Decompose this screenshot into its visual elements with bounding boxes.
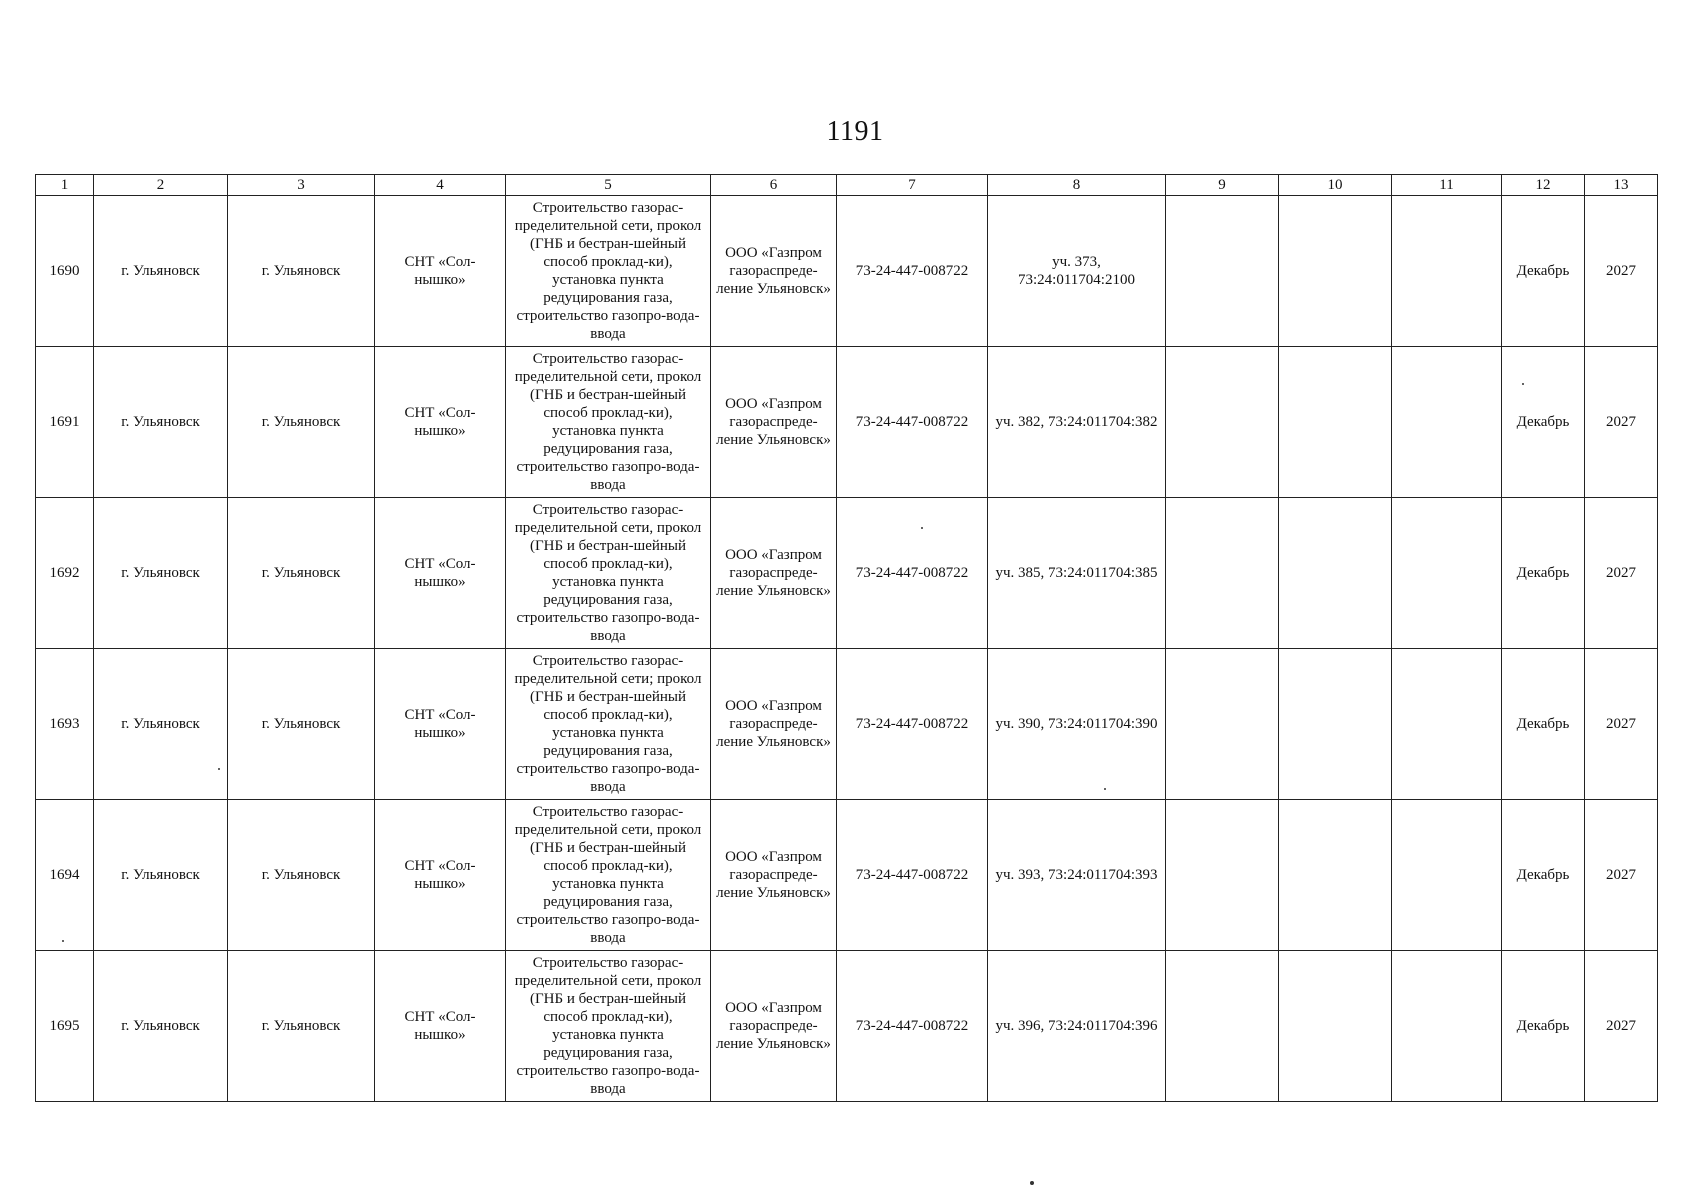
plot-cell: уч. 393, 73:24:011704:393 <box>988 800 1166 951</box>
organization-cell: ООО «Газпром газораспреде-ление Ульяновск» <box>711 951 837 1102</box>
work-description-cell: Строительство газорас-пределительной сети, прокол (ГНБ и бестран-шейный способ проклад-ки), установка пункта редуцирования газа, строительство газопро-вода-ввода <box>506 498 711 649</box>
plot-cell: уч. 373, 73:24:011704:2100 <box>988 196 1166 347</box>
object-cell: СНТ «Сол-нышко» <box>375 196 506 347</box>
scan-speck <box>218 768 220 770</box>
work-description-cell: Строительство газорас-пределительной сети, прокол (ГНБ и бестран-шейный способ проклад-ки), установка пункта редуцирования газа, строительство газопро-вода-ввода <box>506 951 711 1102</box>
work-description-cell: Строительство газорас-пределительной сети, прокол (ГНБ и бестран-шейный способ проклад-ки), установка пункта редуцирования газа, строительство газопро-вода-ввода <box>506 800 711 951</box>
column-header: 10 <box>1279 175 1392 196</box>
work-description-cell: Строительство газорас-пределительной сети; прокол (ГНБ и бестран-шейный способ проклад-ки), установка пункта редуцирования газа, строительство газопро-вода-ввода <box>506 649 711 800</box>
scan-speck <box>1030 1181 1034 1185</box>
column-11-cell <box>1392 196 1502 347</box>
column-9-cell <box>1166 951 1279 1102</box>
registry-table <box>35 174 1658 1102</box>
city-cell: г. Ульяновск <box>94 498 228 649</box>
column-header: 11 <box>1392 175 1502 196</box>
object-cell: СНТ «Сол-нышко» <box>375 951 506 1102</box>
column-10-cell <box>1279 649 1392 800</box>
column-9-cell <box>1166 196 1279 347</box>
column-header: 7 <box>837 175 988 196</box>
column-9-cell <box>1166 649 1279 800</box>
code-cell: 73-24-447-008722 <box>837 951 988 1102</box>
column-10-cell <box>1279 347 1392 498</box>
column-header: 2 <box>94 175 228 196</box>
column-number-row <box>36 175 1658 196</box>
code-cell: 73-24-447-008722 <box>837 347 988 498</box>
year-cell: 2027 <box>1585 800 1658 951</box>
city-cell: г. Ульяновск <box>94 196 228 347</box>
column-header: 6 <box>711 175 837 196</box>
scan-speck <box>1522 383 1524 385</box>
column-11-cell <box>1392 649 1502 800</box>
organization-cell: ООО «Газпром газораспреде-ление Ульяновск» <box>711 347 837 498</box>
locality-cell: г. Ульяновск <box>228 347 375 498</box>
column-header: 3 <box>228 175 375 196</box>
column-header: 1 <box>36 175 94 196</box>
table-row <box>36 196 1658 347</box>
table-row <box>36 800 1658 951</box>
year-cell: 2027 <box>1585 951 1658 1102</box>
month-cell: Декабрь <box>1502 649 1585 800</box>
scan-speck <box>1104 788 1106 790</box>
plot-cell: уч. 390, 73:24:011704:390 <box>988 649 1166 800</box>
column-10-cell <box>1279 800 1392 951</box>
plot-cell: уч. 396, 73:24:011704:396 <box>988 951 1166 1102</box>
column-header: 8 <box>988 175 1166 196</box>
city-cell: г. Ульяновск <box>94 347 228 498</box>
plot-cell: уч. 382, 73:24:011704:382 <box>988 347 1166 498</box>
code-cell: 73-24-447-008722 <box>837 498 988 649</box>
object-cell: СНТ «Сол-нышко» <box>375 800 506 951</box>
object-cell: СНТ «Сол-нышко» <box>375 498 506 649</box>
organization-cell: ООО «Газпром газораспреде-ление Ульяновск» <box>711 498 837 649</box>
year-cell: 2027 <box>1585 196 1658 347</box>
year-cell: 2027 <box>1585 498 1658 649</box>
column-10-cell <box>1279 196 1392 347</box>
scan-speck <box>921 527 923 529</box>
column-header: 12 <box>1502 175 1585 196</box>
row-number: 1692 <box>36 498 94 649</box>
column-9-cell <box>1166 800 1279 951</box>
month-cell: Декабрь <box>1502 347 1585 498</box>
code-cell: 73-24-447-008722 <box>837 196 988 347</box>
month-cell: Декабрь <box>1502 951 1585 1102</box>
row-number: 1694 <box>36 800 94 951</box>
table-row <box>36 498 1658 649</box>
column-9-cell <box>1166 347 1279 498</box>
locality-cell: г. Ульяновск <box>228 196 375 347</box>
column-header: 4 <box>375 175 506 196</box>
locality-cell: г. Ульяновск <box>228 649 375 800</box>
table-row <box>36 347 1658 498</box>
object-cell: СНТ «Сол-нышко» <box>375 347 506 498</box>
column-9-cell <box>1166 498 1279 649</box>
page-number: 1191 <box>826 116 884 147</box>
code-cell: 73-24-447-008722 <box>837 800 988 951</box>
year-cell: 2027 <box>1585 347 1658 498</box>
month-cell: Декабрь <box>1502 196 1585 347</box>
work-description-cell: Строительство газорас-пределительной сети, прокол (ГНБ и бестран-шейный способ проклад-ки), установка пункта редуцирования газа, строительство газопро-вода-ввода <box>506 196 711 347</box>
row-number: 1695 <box>36 951 94 1102</box>
city-cell: г. Ульяновск <box>94 951 228 1102</box>
organization-cell: ООО «Газпром газораспреде-ление Ульяновск» <box>711 800 837 951</box>
column-header: 13 <box>1585 175 1658 196</box>
column-11-cell <box>1392 951 1502 1102</box>
table-row <box>36 951 1658 1102</box>
year-cell: 2027 <box>1585 649 1658 800</box>
table-row <box>36 649 1658 800</box>
code-cell: 73-24-447-008722 <box>837 649 988 800</box>
month-cell: Декабрь <box>1502 498 1585 649</box>
city-cell: г. Ульяновск <box>94 800 228 951</box>
month-cell: Декабрь <box>1502 800 1585 951</box>
row-number: 1690 <box>36 196 94 347</box>
organization-cell: ООО «Газпром газораспреде-ление Ульяновск» <box>711 196 837 347</box>
column-10-cell <box>1279 498 1392 649</box>
column-10-cell <box>1279 951 1392 1102</box>
object-cell: СНТ «Сол-нышко» <box>375 649 506 800</box>
organization-cell: ООО «Газпром газораспреде-ление Ульяновск» <box>711 649 837 800</box>
plot-cell: уч. 385, 73:24:011704:385 <box>988 498 1166 649</box>
scan-speck <box>62 940 64 942</box>
row-number: 1691 <box>36 347 94 498</box>
work-description-cell: Строительство газорас-пределительной сети, прокол (ГНБ и бестран-шейный способ проклад-ки), установка пункта редуцирования газа, строительство газопро-вода-ввода <box>506 347 711 498</box>
column-11-cell <box>1392 347 1502 498</box>
city-cell: г. Ульяновск <box>94 649 228 800</box>
locality-cell: г. Ульяновск <box>228 498 375 649</box>
row-number: 1693 <box>36 649 94 800</box>
column-11-cell <box>1392 498 1502 649</box>
column-header: 5 <box>506 175 711 196</box>
locality-cell: г. Ульяновск <box>228 951 375 1102</box>
locality-cell: г. Ульяновск <box>228 800 375 951</box>
column-header: 9 <box>1166 175 1279 196</box>
column-11-cell <box>1392 800 1502 951</box>
